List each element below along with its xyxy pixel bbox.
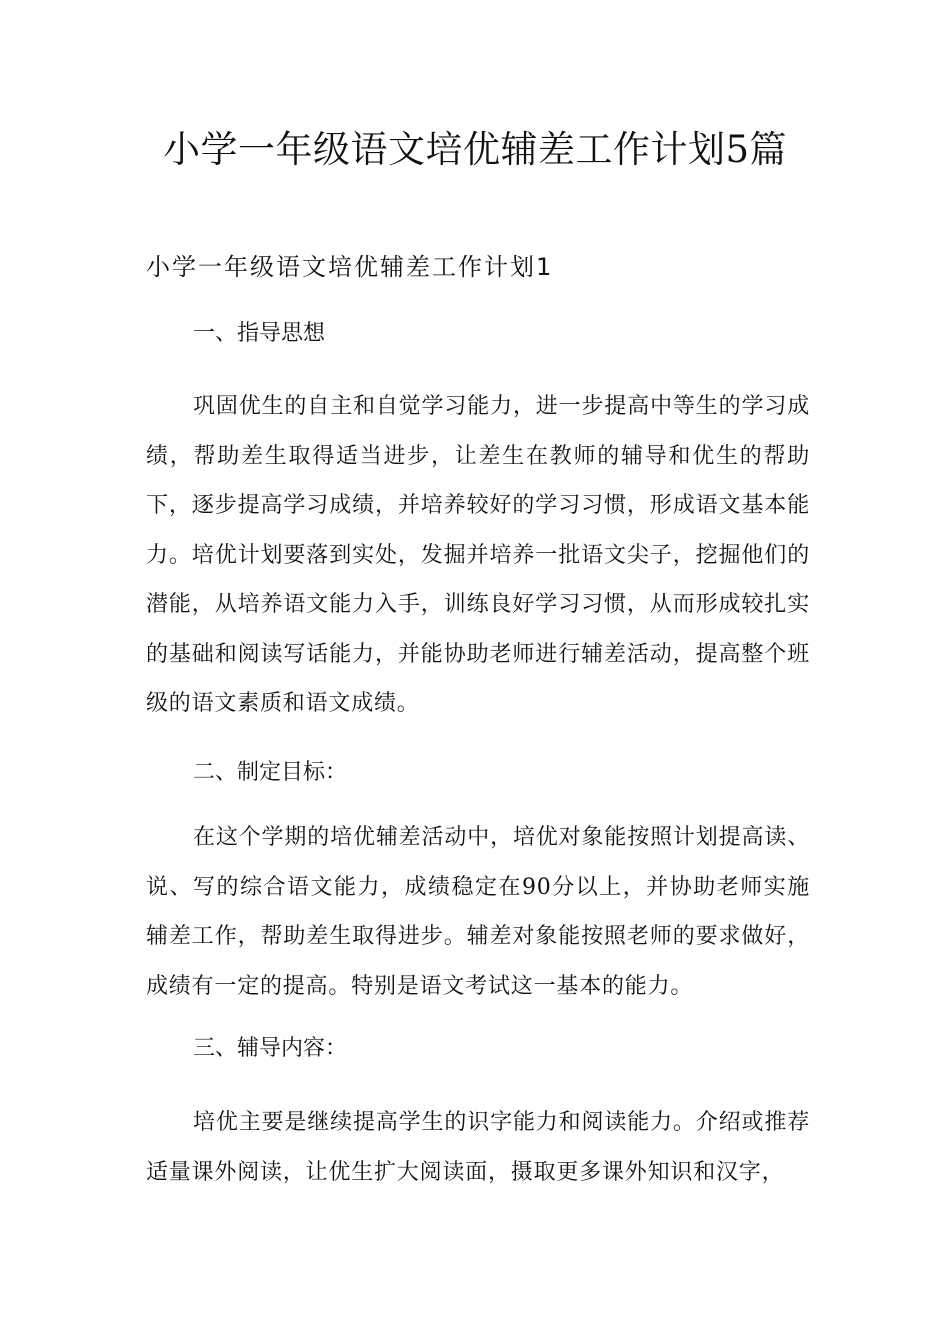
heading-goals: 二、制定目标： <box>193 760 348 785</box>
paragraph-tutoring-content: 培优主要是继续提高学生的识字能力和阅读能力。介绍或推荐适量课外阅读，让优生扩大阅读面，摄取更多课外知识和汉字， <box>146 1110 810 1185</box>
heading-guiding-thought: 一、指导思想 <box>193 321 326 346</box>
heading-tutoring-content: 三、辅导内容： <box>193 1036 348 1061</box>
document-title: 小学一年级语文培优辅差工作计划5篇 <box>162 128 788 171</box>
section-title: 小学一年级语文培优辅差工作计划1 <box>146 253 554 281</box>
paragraph-guiding-thought: 巩固优生的自主和自觉学习能力，进一步提高中等生的学习成绩，帮助差生取得适当进步，让差生在教师的辅导和优生的帮助下，逐步提高学习成绩，并培养较好的学习习惯，形成语文基本能力。培优计划要落到实处，发掘并培养一批语文尖子，挖掘他们的潜能，从培养语文能力入手，训练良好学习习惯，从而形成较扎实的基础和阅读写话能力，并能协助老师进行辅差活动，提高整个班级的语文素质和语文成绩。 <box>146 394 810 716</box>
paragraph-goals: 在这个学期的培优辅差活动中，培优对象能按照计划提高读、说、写的综合语文能力，成绩稳定在90分以上，并协助老师实施辅差工作，帮助差生取得进步。辅差对象能按照老师的要求做好，成绩有一定的提高。特别是语文考试这一基本的能力。 <box>146 825 810 999</box>
